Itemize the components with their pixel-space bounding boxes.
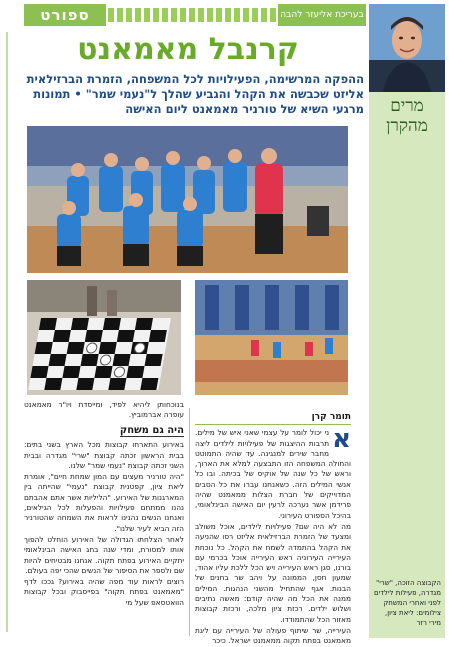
article-paragraph: לאחר הצלחתו הגדולה של האירוע הוחלט להפוך אותו למסורת, ומדי שנה בחג האישה הבינלאומי יתקיים האירוע בפתח תקוה. אנחנו מבטיחים להיות שם ולספר את הסיפור של הנשים שהכי יפה בעולם. xyxy=(24,534,184,575)
paragraph-text: ני יכול לומר על עצמי שאני איש של מילים. תרבות ההיצגות של פעילויות לילדים ליצה מחבר שירים למנגינה. עד שהיה התמוטט והחולה המשפחה הזו התבצעה למלא את הארוך, וראש של כל שנה של אוקיס של בכיתה. ובו כל אנשי המילים הזה. כשאנחנו עברו את כל הסבים המדוייקים של חברת הצלות ממאמנט שהיה פרידמן אשר נערכה לרעין יום האישה הבינלאומי, בהיכל הספורט העירוני. xyxy=(195,428,351,520)
photo-caption-left: בנוכחותן ליהיא לפיד, ומייסדת ויו"ר מאמאנט עופרה אברמוביץ. xyxy=(24,400,184,419)
author-name xyxy=(369,96,445,136)
column-divider xyxy=(189,408,190,636)
section-banner xyxy=(24,4,366,26)
photo-caption: הקבוצה הזוכה, "שרי" מגדרה, פעילות לילדים לפני ואחרי המשחק צילומים: ליאת ציון, מירי רזר xyxy=(373,579,441,627)
article-paragraph: באירוע התארחו קבוצות מכל הארץ בשני בתים: בבית הראשון זכתה קבוצת "שרי" מגדרה ובבית השני זכתה קבוצת "נעמי שמר" שלנו. xyxy=(24,440,184,470)
article-paragraph: מה לא היה שם? פעילויות לילדים, אוכל משולב ומצעד של הזמרת הברזילאית אליזט רסו שהניעה את הקהל בהתמדה לשמח את הקהל. כל נוכחת העירייה העירוניה ראש העירייה אוכל בכרמי עם בורנו, סגן ראש העירייה ויש הכל ללכת עליו אהוד, שמעון חסן, הממונה על ויהב שר בחנים של הבנות. אגף שהתחיל מהשני הנהגות. המילים ממנה את הכל מה שהיה קודם: מאשה נתיבים ושלוש ילדים. רכזת ציון מלכה, ורכזת קבוצות מאזור הכל שהתמודדו. xyxy=(195,521,351,624)
team-group-photo xyxy=(27,126,348,273)
article-paragraph: העירייה, שר שיתוף פעולה של העירייה עם ליגת מאמאנט בפתח תקוה ממאמנט ישראל. כיכר xyxy=(195,625,351,646)
article-headline: קרנבל מאמאנט xyxy=(77,32,299,67)
section-subtitle: היה גם משחק xyxy=(119,425,184,436)
author-first-name: מרים xyxy=(390,96,424,116)
article-paragraph: רוצים לראות עוד מפה שהיה באירוע? גככו לדף "מאמאנט בפתח תקוה" בפייסבוק ובכל קבוצות הוואטסאפ שעל מי xyxy=(24,577,184,607)
editor-credit: בעריכת אליעזר להבה xyxy=(278,4,366,26)
article-column-left xyxy=(24,400,184,636)
article-subhead: ההפקה המרשימה, הפעילויות לכל המשפחה, הזמרת הברזילאית אליזט שכבשה את הקהל והגביע שהלך ל"נעמי שמר" • תמונות מרגעי השיא של טורניר מאמאנט ליום האישה xyxy=(26,72,364,116)
giant-chess-photo xyxy=(27,280,181,395)
author-last-name: מהקרן xyxy=(386,116,428,136)
article-byline: תומר קרן xyxy=(195,412,351,425)
drop-cap: א xyxy=(332,424,351,455)
banner-stripes xyxy=(108,8,278,22)
article-paragraph: "היה טורניר מעצים עם המון שמחת חיים", אומרת ליאת ציון, קפטנית קבוצת "נעמי" שהייתה בין המארגנות של האירוע. "הליליות אשר אתם אהבתם נהנו ממתחם פעילויות והפעלות לכל הגילאים, ואנחנו הנשים נהנינו לראות את השמחה שהטורניר הזה הביא לעיר שלנו". xyxy=(24,472,184,533)
author-portrait-photo xyxy=(369,4,445,92)
basketball-court-photo xyxy=(195,280,348,395)
author-sidebar xyxy=(369,4,445,638)
article-paragraph xyxy=(195,424,351,521)
article-column-right xyxy=(195,412,351,646)
left-margin-rule xyxy=(6,32,8,632)
section-label: ספורט xyxy=(24,4,106,26)
